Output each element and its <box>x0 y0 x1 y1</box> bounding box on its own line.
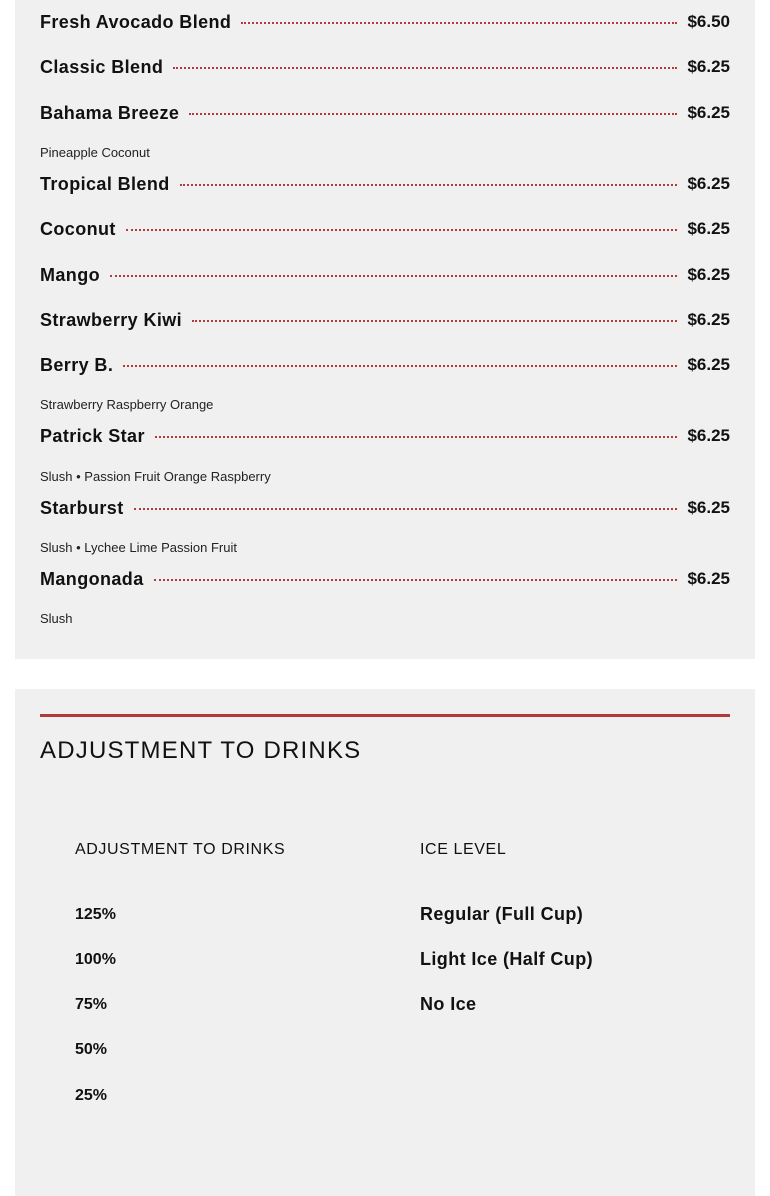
menu-item <box>40 169 730 199</box>
menu-item <box>40 305 730 335</box>
section-divider <box>40 714 730 717</box>
adjustments-panel <box>15 689 755 1196</box>
drinks-menu-panel <box>15 0 755 659</box>
menu-item <box>40 421 730 451</box>
item-price: $6.25 <box>687 498 730 517</box>
sweetness-option: 125% <box>75 906 116 923</box>
item-name: Mangonada <box>40 568 144 589</box>
item-name: Berry B. <box>40 354 114 375</box>
dotted-leader <box>180 184 678 186</box>
ice-option: Light Ice (Half Cup) <box>420 949 593 969</box>
item-description: Strawberry Raspberry Orange <box>40 397 214 412</box>
item-price: $6.25 <box>687 265 730 284</box>
item-name: Coconut <box>40 218 116 239</box>
menu-item <box>40 98 730 128</box>
menu-item <box>40 7 730 37</box>
item-price: $6.25 <box>687 426 730 445</box>
item-name: Starburst <box>40 497 124 518</box>
menu-item <box>40 564 730 594</box>
item-description: Slush • Lychee Lime Passion Fruit <box>40 540 237 555</box>
ice-level-heading: ICE LEVEL <box>420 841 507 858</box>
ice-option: Regular (Full Cup) <box>420 904 584 924</box>
item-name: Tropical Blend <box>40 173 170 194</box>
item-name: Strawberry Kiwi <box>40 309 183 330</box>
dotted-leader <box>126 229 678 231</box>
sweetness-option: 50% <box>75 1041 108 1058</box>
sweetness-heading: ADJUSTMENT TO DRINKS <box>75 841 286 858</box>
item-description: Pineapple Coconut <box>40 145 150 160</box>
item-price: $6.25 <box>687 174 730 193</box>
menu-item <box>40 214 730 244</box>
item-name: Mango <box>40 264 100 285</box>
item-price: $6.25 <box>687 569 730 588</box>
item-description: Slush • Passion Fruit Orange Raspberry <box>40 469 271 484</box>
section-title: ADJUSTMENT TO DRINKS <box>40 737 362 764</box>
item-price: $6.25 <box>687 103 730 122</box>
sweetness-option: 75% <box>75 996 108 1013</box>
item-name: Classic Blend <box>40 56 164 77</box>
menu-item <box>40 52 730 82</box>
ice-option: No Ice <box>420 994 477 1014</box>
dotted-leader <box>110 275 677 277</box>
item-description: Slush <box>40 611 73 626</box>
dotted-leader <box>154 579 678 581</box>
item-price: $6.25 <box>687 310 730 329</box>
dotted-leader <box>134 508 678 510</box>
dotted-leader <box>192 320 677 322</box>
dotted-leader <box>173 67 677 69</box>
menu-item <box>40 493 730 523</box>
dotted-leader <box>155 436 678 438</box>
menu-item <box>40 350 730 380</box>
dotted-leader <box>189 113 677 115</box>
dotted-leader <box>241 22 677 24</box>
dotted-leader <box>123 365 677 367</box>
item-name: Fresh Avocado Blend <box>40 11 232 32</box>
item-name: Bahama Breeze <box>40 102 180 123</box>
item-price: $6.50 <box>687 12 730 31</box>
menu-item <box>40 260 730 290</box>
item-price: $6.25 <box>687 219 730 238</box>
item-price: $6.25 <box>687 57 730 76</box>
item-price: $6.25 <box>687 355 730 374</box>
sweetness-option: 100% <box>75 951 116 968</box>
item-name: Patrick Star <box>40 425 145 446</box>
sweetness-option: 25% <box>75 1087 108 1104</box>
